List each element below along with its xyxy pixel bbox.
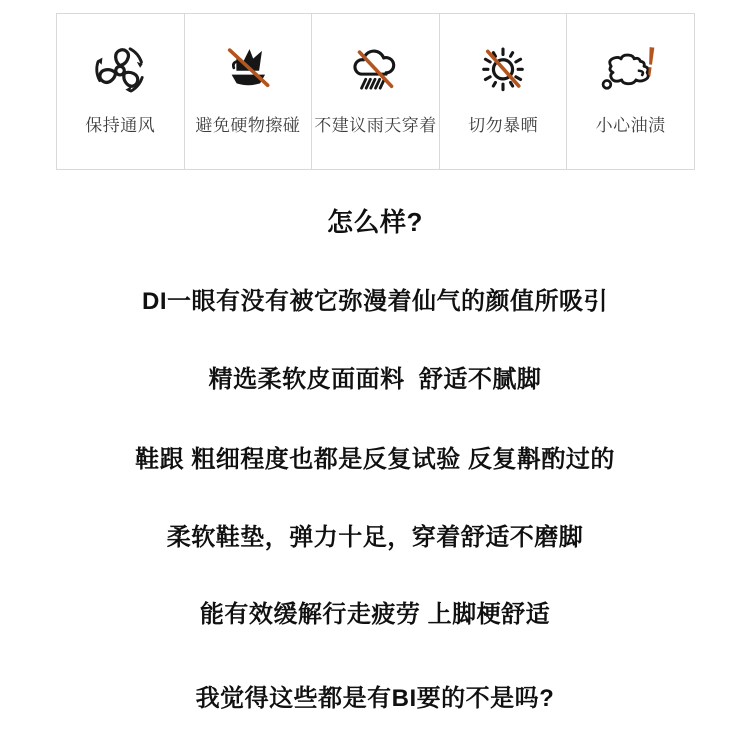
fan-icon [89, 39, 151, 101]
care-box-no-rain [312, 13, 440, 170]
headline-how-about: 怎么样? [327, 207, 423, 237]
line-conclusion-question: 我觉得这些都是有BI要的不是吗? [195, 685, 555, 712]
oil-stain-caution-icon [595, 39, 667, 101]
care-box-no-sun [440, 13, 568, 170]
no-sun-exposure-icon [472, 39, 534, 101]
care-label-oil-stain: 小心油渍 [595, 116, 666, 135]
care-box-oil-stain [567, 13, 695, 170]
care-box-ventilation [56, 13, 185, 170]
no-hard-object-scrape-icon [217, 39, 279, 101]
line-heel-thickness-tested: 鞋跟 粗细程度也都是反复试验 反复斠酌过的 [135, 446, 615, 473]
line-soft-insole-elastic: 柔软鞋垫，弹力十足，穿着舒适不磨脚 [166, 524, 584, 551]
care-label-no-sun: 切勿暴晒 [468, 116, 539, 135]
line-fatigue-relief: 能有效缓解行走疲劳 上脚梗舒适 [199, 601, 551, 628]
no-rain-wear-icon [344, 39, 406, 101]
care-label-avoid-hard-objects: 避免硬物擦碰 [195, 116, 301, 135]
care-instructions-row [56, 13, 695, 170]
care-label-ventilation: 保持通风 [85, 116, 156, 135]
care-box-avoid-hard-objects [185, 13, 313, 170]
line-first-glance-appeal: DI一眼有没有被它弥漫着仙气的颜值所吸引 [142, 288, 608, 315]
line-soft-leather-material: 精选柔软皮面面料 舒适不腻脚 [208, 366, 542, 393]
care-label-no-rain: 不建议雨天穿着 [314, 116, 437, 135]
